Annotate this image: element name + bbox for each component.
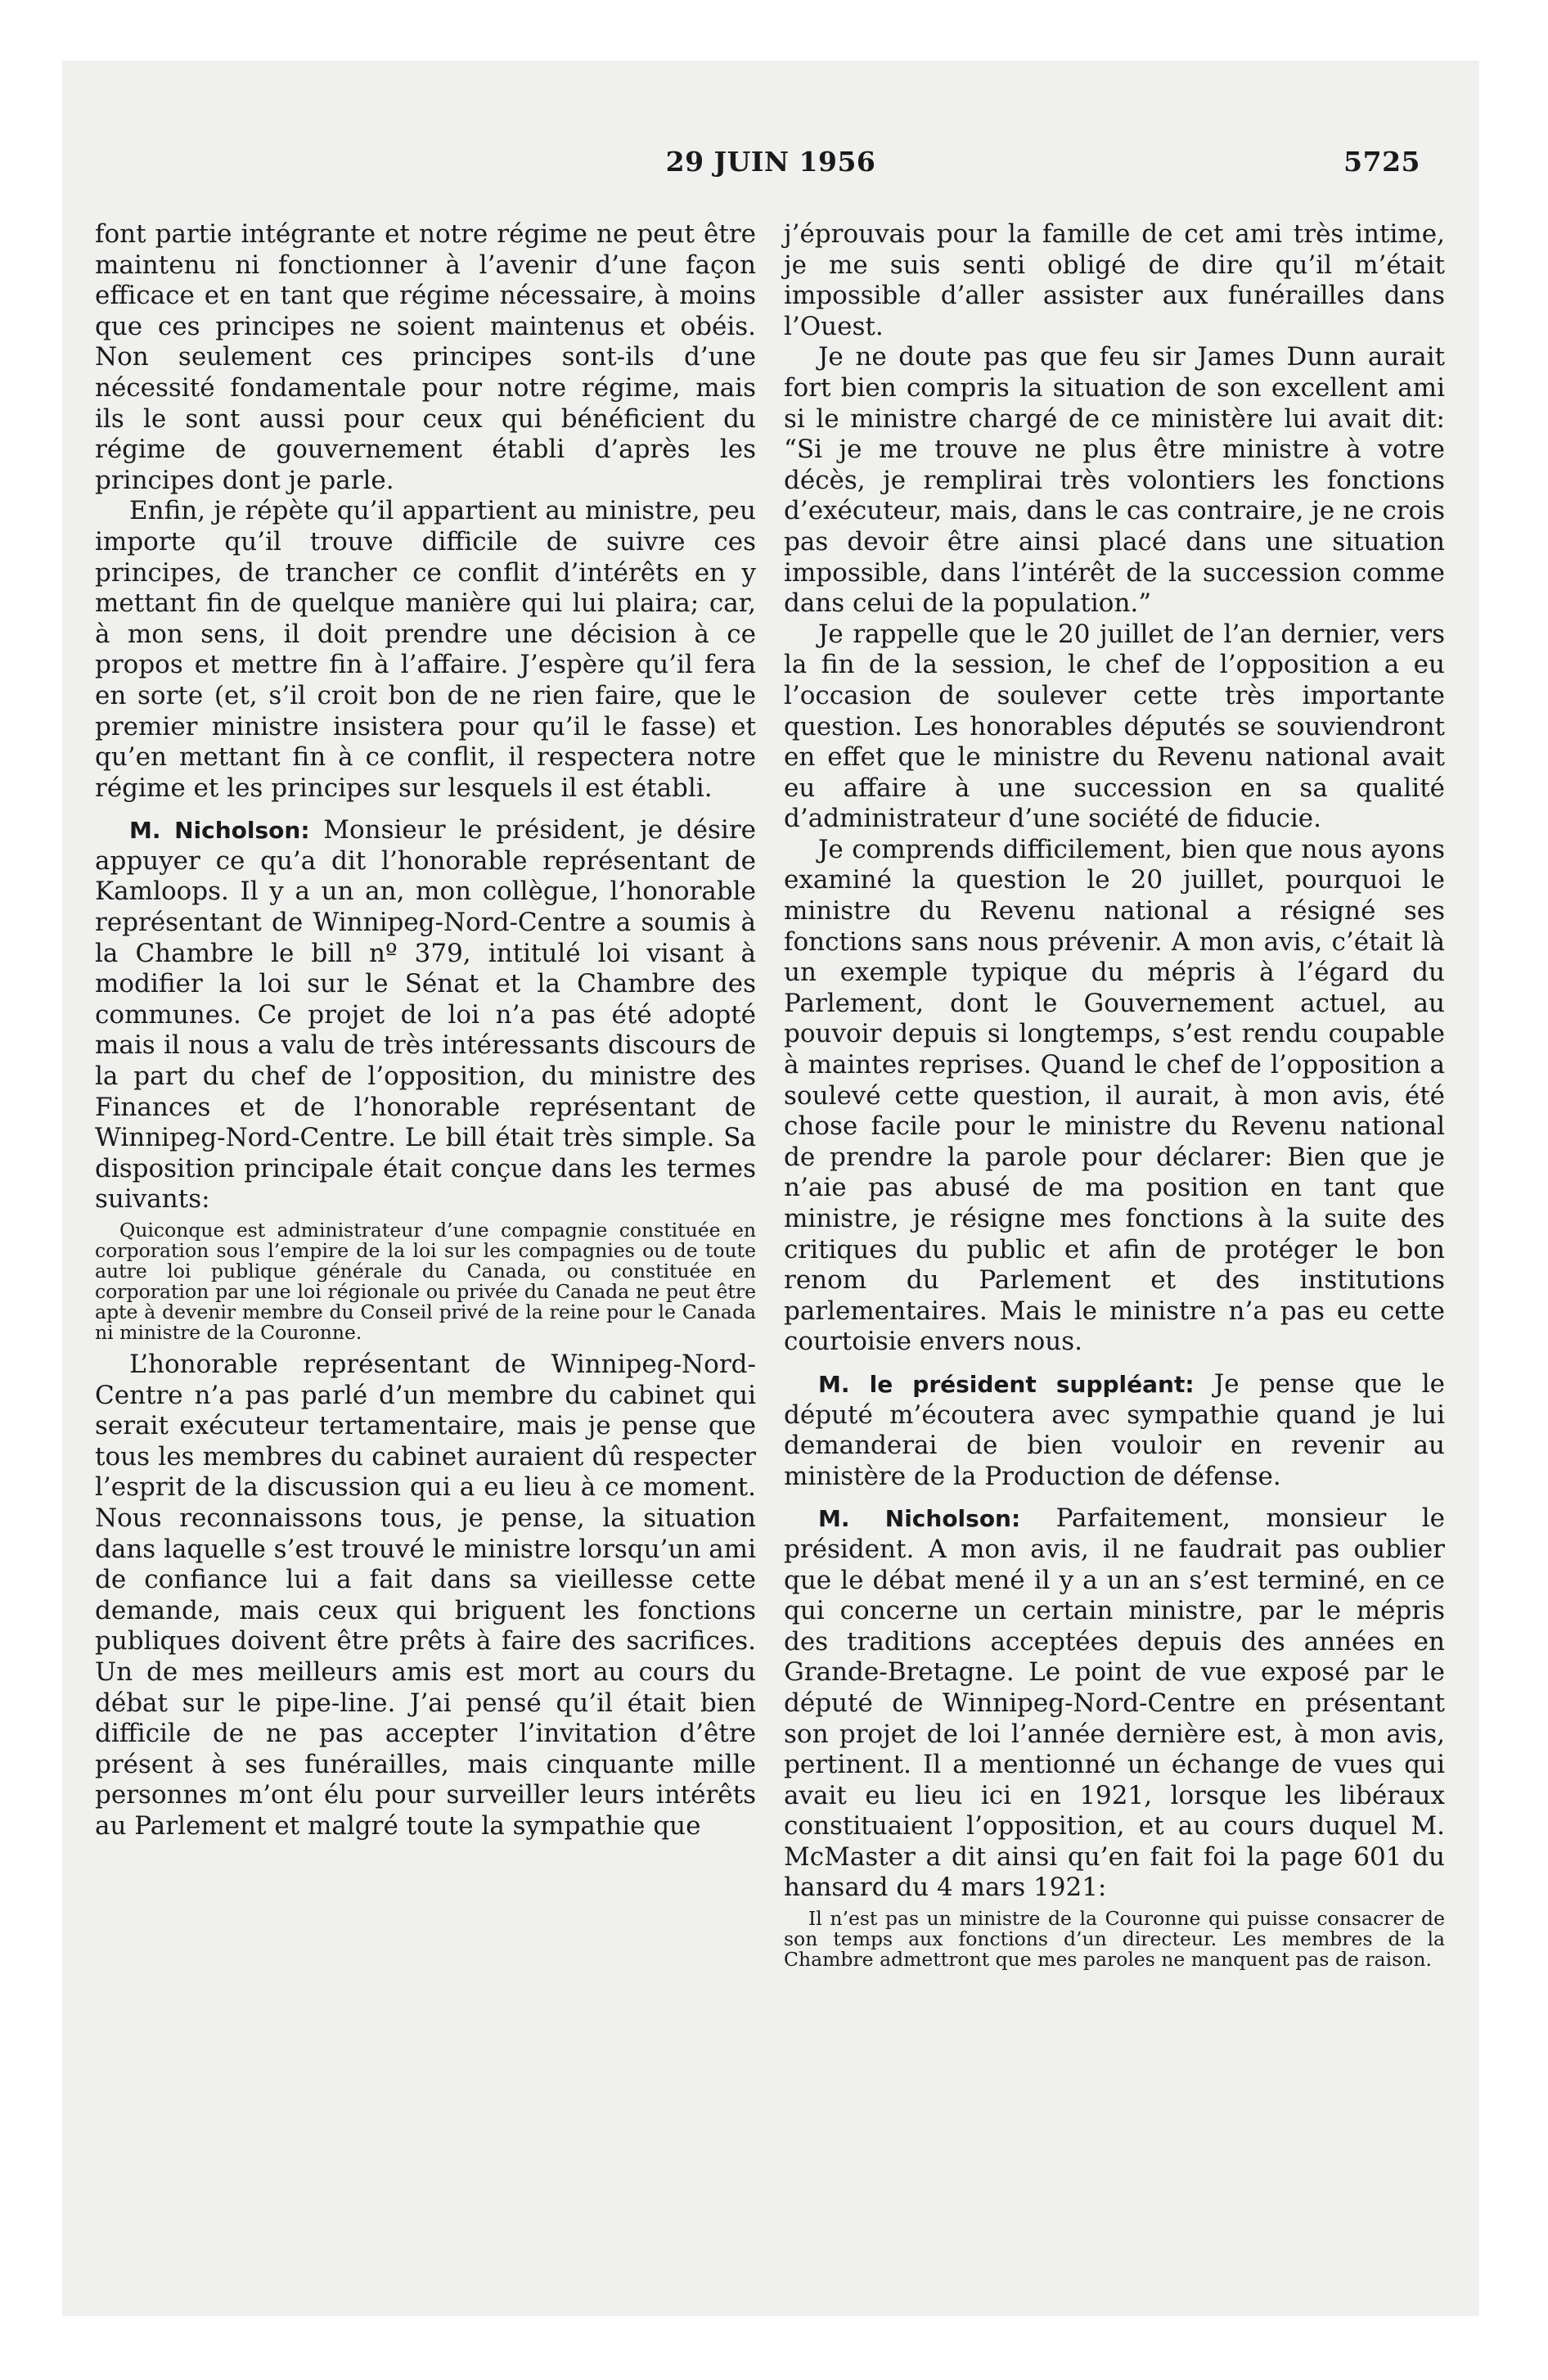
page-date: 29 JUIN 1956 [665,146,876,178]
block-quote: Il n’est pas un ministre de la Couronne qui puisse consacrer de son temps aux fonctions d’un directeur. Les membres de la Chambre admettront que mes paroles ne manquent pas de raison. [784,1907,1445,1972]
speaker-name: M. Nicholson: [129,817,310,845]
right-column [784,219,1445,1977]
block-quote: Quiconque est administrateur d’une compagnie constituée en corporation sous l’empire de la loi sur les compagnies ou de toute autre loi publique générale du Canada, ou constituée en corporation par une loi régionale ou privée du Canada ne peut être apte à devenir membre du Conseil privé de la reine pour le Canada ni ministre de la Couronne. [95,1219,756,1344]
speech-text: Parfaitement, monsieur le président. A mon avis, il ne faudrait pas oublier que le débat mené il y a un an s’est terminé, en ce qui concerne un certain ministre, par le mépris des traditions acceptées depuis des années en Grande-Bretagne. Le point de vue exposé par le député de Winnipeg-Nord-Centre en présentant son projet de loi l’année dernière est, à mon avis, pertinent. Il a mentionné un échange de vues qui avait eu lieu ici en 1921, lorsque les libéraux constituaient l’opposition, et au cours duquel M. McMaster a dit ainsi qu’en fait foi la page 601 du hansard du 4 mars 1921: [784,1503,1446,1903]
page-header [62,146,1479,195]
paragraph: font partie intégrante et notre régime ne peut être maintenu ni fonctionner à l’avenir d’une façon efficace et en tant que régime nécessaire, à moins que ces principes ne soient maintenus et obéis. Non seulement ces principes sont-ils d’une nécessité fondamentale pour notre régime, mais ils le sont aussi pour ceux qui bénéficient du régime de gouvernement établi d’après les principes dont je parle. [95,219,756,495]
page-number: 5725 [1343,146,1420,178]
left-column [95,219,756,1842]
speaker-name: M. Nicholson: [818,1505,1021,1533]
speech-paragraph [784,1503,1445,1904]
paragraph: j’éprouvais pour la famille de cet ami très intime, je me suis senti obligé de dire qu’il m’était impossible d’aller assister aux funérailles dans l’Ouest. [784,219,1445,341]
speech-text: Monsieur le président, je désire appuyer ce qu’a dit l’honorable représentant de Kamloops. Il y a un an, mon collègue, l’honorable représentant de Winnipeg-Nord-Centre a soumis à la Chambre le bill nº 379, intitulé loi visant à modifier la loi sur le Sénat et la Chambre des communes. Ce projet de loi n’a pas été adopté mais il nous a valu de très intéressants discours de la part du chef de l’opposition, du ministre des Finances et de l’honorable représentant de Winnipeg-Nord-Centre. Le bill était très simple. Sa disposition principale était conçue dans les termes suivants: [95,815,756,1215]
paragraph: L’honorable représentant de Winnipeg-Nord-Centre n’a pas parlé d’un membre du cabinet qui serait exécuteur tertamentaire, mais je pense que tous les membres du cabinet auraient dû respecter l’esprit de la discussion qui a eu lieu à ce moment. Nous reconnaissons tous, je pense, la situation dans laquelle s’est trouvé le ministre lorsqu’un ami de confiance lui a fait dans sa vieillesse cette demande, mais ceux qui briguent les fonctions publiques doivent être prêts à faire des sacrifices. Un de mes meilleurs amis est mort au cours du débat sur le pipe-line. J’ai pensé qu’il était bien difficile de ne pas accepter l’invitation d’être présent à ses funérailles, mais cinquante mille personnes m’ont élu pour surveiller leurs intérêts au Parlement et malgré toute la sympathie que [95,1350,756,1841]
paragraph: Je comprends difficilement, bien que nous ayons examiné la question le 20 juillet, pourquoi le ministre du Revenu national a résigné ses fonctions sans nous prévenir. A mon avis, c’était là un exemple typique du mépris à l’égard du Parlement, dont le Gouvernement actuel, au pouvoir depuis si longtemps, s’est rendu coupable à maintes reprises. Quand le chef de l’opposition a soulevé cette question, il aurait, à mon avis, été chose facile pour le ministre du Revenu national de prendre la parole pour déclarer: Bien que je n’aie pas abusé de ma position en tant que ministre, je résigne mes fonctions à la suite des critiques du public et afin de protéger le bon renom du Parlement et des institutions parlementaires. Mais le ministre n’a pas eu cette courtoisie envers nous. [784,834,1445,1357]
page [62,61,1479,2316]
speech-text: Je pense que le député m’écoutera avec sympathie quand je lui demanderai de bien vouloir en revenir au ministère de la Production de défense. [784,1368,1445,1491]
speaker-name: M. le président suppléant: [818,1370,1195,1398]
paragraph: Enfin, je répète qu’il appartient au ministre, peu importe qu’il trouve difficile de suivre ces principes, de trancher ce conflit d’intérêts en y mettant fin de quelque manière qui lui plaira; car, à mon sens, il doit prendre une décision à ce propos et mettre fin à l’affaire. J’espère qu’il fera en sorte (et, s’il croit bon de ne rien faire, que le premier ministre insistera pour qu’il le fasse) et qu’en mettant fin à ce conflit, il respectera notre régime et les principes sur lesquels il est établi. [95,496,756,803]
paragraph: Je ne doute pas que feu sir James Dunn aurait fort bien compris la situation de son excellent ami si le ministre chargé de ce ministère lui avait dit: “Si je me trouve ne plus être ministre à votre décès, je remplirai très volontiers les fonctions d’exécuteur, mais, dans le cas contraire, je ne crois pas devoir être ainsi placé dans une situation impossible, dans l’intérêt de la succession comme dans celui de la population.” [784,342,1445,619]
speech-paragraph [95,815,756,1215]
paragraph: Je rappelle que le 20 juillet de l’an dernier, vers la fin de la session, le chef de l’opposition a eu l’occasion de soulever cette très importante question. Les honorables députés se souviendront en effet que le ministre du Revenu national avait eu affaire à une succession en sa qualité d’administrateur d’une société de fiducie. [784,619,1445,834]
speech-paragraph [784,1369,1445,1492]
